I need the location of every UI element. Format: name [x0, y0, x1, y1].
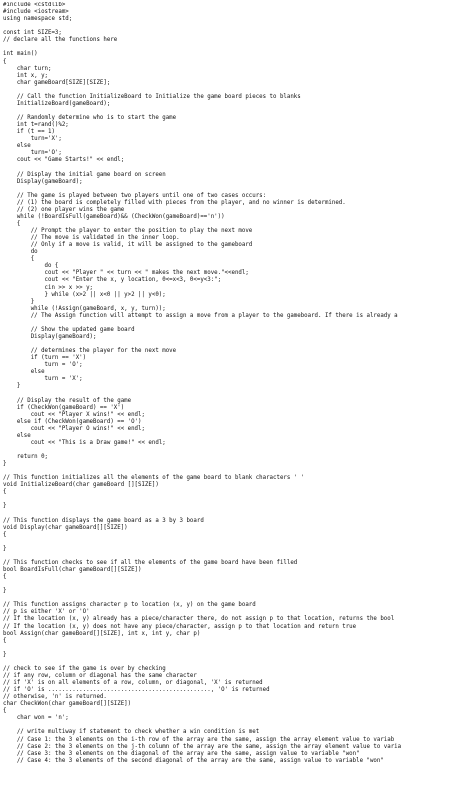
code-line: // Display the result of the game	[3, 397, 132, 404]
code-line	[3, 44, 474, 51]
code-line	[3, 320, 474, 327]
code-line: while (!Assign(gameBoard, x, y, turn));	[3, 305, 166, 312]
code-line: else if (CheckWon(gameBoard) == 'O')	[3, 418, 142, 425]
code-line: // Call the function InitializeBoard to Initialize the game board pieces to blanks	[3, 93, 301, 100]
code-line: else	[3, 369, 45, 376]
code-line: cout << "This is a Draw game!" << endl;	[3, 439, 166, 446]
code-line: // Case 2: the 3 elements on the j-th column of the array are the same, assign the array element value to varia	[3, 743, 402, 750]
code-line	[3, 164, 474, 171]
code-line: {	[3, 637, 7, 644]
code-line: // This function initializes all the elements of the game board to blank characters ' '	[3, 475, 305, 482]
code-line	[3, 108, 474, 115]
code-line: {	[3, 531, 7, 538]
code-line: }	[3, 461, 7, 468]
code-line: cout << "Player O wins!" << endl;	[3, 425, 145, 432]
code-line: int t=rand()%2;	[3, 122, 69, 129]
code-line: {	[3, 708, 7, 715]
code-line: // if 'X' is on all elements of a row, column, or diagonal, 'X' is returned	[3, 680, 263, 686]
code-line	[3, 496, 474, 503]
code-line: // (1) the board is completely filled with pieces from the player, and no winner is determined.	[3, 199, 346, 206]
code-line: // Randomly determine who is to start the game	[3, 115, 177, 121]
code-line	[3, 447, 474, 454]
code-line: #include <cstdlib>	[3, 2, 66, 8]
code-line	[3, 341, 474, 348]
code-line	[3, 659, 474, 666]
code-line: // The Assign function will attempt to assign a move from a player to the gameboard. If there is already a	[3, 312, 398, 319]
code-line: // Display the initial game board on screen	[3, 171, 166, 178]
code-line	[3, 581, 474, 588]
code-line: cout << "Game Starts!" << endl;	[3, 157, 125, 164]
code-line: // Prompt the player to enter the position to play the next move	[3, 228, 253, 234]
code-line: char CheckWon(char gameBoard[][SIZE])	[3, 701, 132, 708]
code-line: cout << "Enter the x, y location, 0<=x<3, 0<=y<3:";	[3, 277, 222, 284]
code-line: cout << "Player " << turn << " makes the next move."<<endl;	[3, 270, 249, 277]
code-document	[3, 2, 474, 765]
code-line: char gameBoard[SIZE][SIZE];	[3, 79, 111, 86]
code-line: // The game is played between two players until one of two cases occurs:	[3, 192, 267, 199]
code-line: bool BoardIsFull(char gameBoard[][SIZE])	[3, 567, 142, 573]
code-line: turn='X';	[3, 136, 62, 143]
code-line: // Case 4: the 3 elements of the second diagonal of the array are the same, assign value to variable "won"	[3, 757, 384, 764]
code-line: Display(gameBoard);	[3, 333, 97, 340]
code-line	[3, 722, 474, 729]
code-line	[3, 595, 474, 602]
code-line: char turn;	[3, 65, 52, 72]
code-line: Display(gameBoard);	[3, 178, 83, 185]
code-line: {	[3, 256, 35, 263]
code-line: void Display(char gameBoard[][SIZE])	[3, 524, 128, 531]
code-line: // The move is validated in the inner loop.	[3, 235, 180, 242]
code-line: // if 'O' is ..............................................., 'O' is returned	[3, 687, 270, 694]
code-line: else	[3, 143, 31, 150]
code-line: cout << "Player X wins!" << endl;	[3, 411, 145, 418]
code-line: turn = 'X';	[3, 376, 83, 383]
code-line	[3, 511, 474, 518]
code-line: turn='O';	[3, 150, 62, 157]
code-line: void InitializeBoard(char gameBoard [][SIZE])	[3, 482, 159, 489]
code-line: // p is either 'X' or 'O'	[3, 609, 90, 616]
code-line: }	[3, 503, 7, 510]
code-line: char won = 'n';	[3, 715, 69, 722]
code-line	[3, 468, 474, 475]
code-line: turn = 'O';	[3, 362, 83, 369]
code-line: cin >> x >> y;	[3, 284, 94, 291]
code-line: do {	[3, 263, 59, 270]
code-line: {	[3, 489, 7, 496]
code-line: // This function assigns character p to location (x, y) on the game board	[3, 602, 256, 609]
code-line: }	[3, 298, 35, 305]
code-line: // check to see if the game is over by checking	[3, 665, 166, 672]
code-line: return 0;	[3, 454, 49, 460]
code-line: {	[3, 220, 21, 227]
code-line: while (!BoardIsFull(gameBoard)&& (CheckWon(gameBoard)=='n'))	[3, 213, 225, 220]
code-line: // declare all the functions here	[3, 37, 118, 44]
code-line	[3, 23, 474, 30]
code-line: // write multiway if statement to check whether a win condition is met	[3, 729, 260, 736]
code-line: // This function checks to see if all the elements of the game board have been filled	[3, 559, 298, 566]
code-line: // determines the player for the next move	[3, 348, 177, 355]
code-line: bool Assign(char gameBoard[][SIZE], int x, int y, char p)	[3, 630, 201, 637]
code-line: }	[3, 651, 7, 658]
code-line: else	[3, 432, 31, 439]
code-line: using namespace std;	[3, 16, 73, 23]
code-line: } while (x>2 || x<0 || y>2 || y<0);	[3, 291, 166, 298]
code-line: // Case 3: the 3 elements on the diagonal of the array are the same, assign value to variable "won"	[3, 750, 360, 757]
code-line: do	[3, 249, 38, 256]
code-line: const int SIZE=3;	[3, 30, 62, 37]
code-line: // If the location (x, y) does not have any piece/character, assign p to that location and return true	[3, 623, 357, 630]
code-line: // If the location (x, y) already has a piece/character there, do not assign p to that location, returns the bool	[3, 616, 395, 623]
code-line: if (turn == 'X')	[3, 355, 87, 362]
code-line: // This function displays the game board as a 3 by 3 board	[3, 517, 204, 524]
code-line: if (t == 1)	[3, 129, 55, 136]
code-line: // Show the updated game board	[3, 326, 135, 333]
code-line: #include <iostream>	[3, 9, 69, 16]
code-line: }	[3, 383, 21, 390]
code-line	[3, 186, 474, 193]
code-line: }	[3, 545, 7, 552]
code-line: int main()	[3, 51, 38, 58]
code-line: // if any row, column or diagonal has the same character	[3, 672, 197, 679]
code-line: // otherwise, 'n' is returned.	[3, 694, 107, 701]
code-line: int x, y;	[3, 72, 49, 79]
code-line: {	[3, 574, 7, 581]
code-line	[3, 645, 474, 652]
code-line	[3, 539, 474, 546]
code-line: // (2) one player wins the game	[3, 206, 125, 213]
code-line: }	[3, 588, 7, 595]
code-line	[3, 390, 474, 397]
code-line: // Only if a move is valid, it will be assigned to the gameboard	[3, 242, 253, 249]
code-line	[3, 553, 474, 560]
code-line: {	[3, 58, 7, 65]
code-line: // Case 1: the 3 elements on the i-th row of the array are the same, assign the array element value to variab	[3, 736, 395, 743]
code-line	[3, 87, 474, 94]
code-line: if (CheckWon(gameBoard) == 'X')	[3, 404, 125, 411]
code-line: InitializeBoard(gameBoard);	[3, 100, 111, 107]
